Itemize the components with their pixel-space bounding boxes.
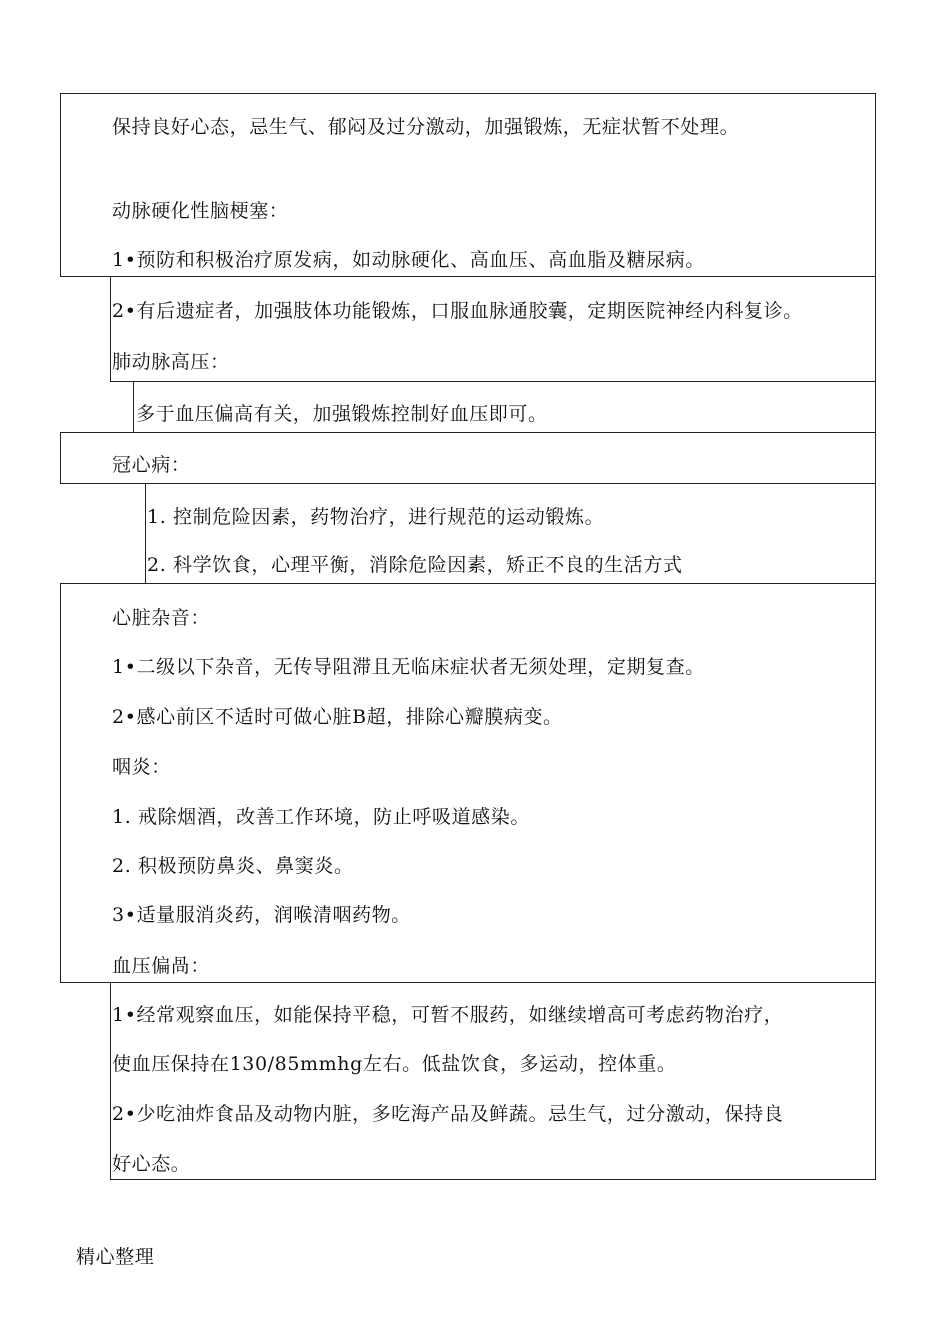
coronary-item-2: 2. 科学饮食，心理平衡，消除危险因素，矫正不良的生活方式 xyxy=(147,554,683,576)
mindset-text: 保持良好心态，忌生气、郁闷及过分激动，加强锻炼，无症状暂不处理。 xyxy=(112,116,740,138)
heart-murmur-item-2: 2•感心前区不适时可做心脏B超，排除心瓣膜病变。 xyxy=(112,706,563,728)
cerebral-infarction-item-2: 2•有后遗症者，加强肢体功能锻炼，口服血脉通胶囊，定期医院神经内科复诊。 xyxy=(112,300,803,322)
pharyngitis-item-2: 2. 积极预防鼻炎、鼻窦炎。 xyxy=(112,855,354,877)
pharyngitis-item-3: 3•适量服消炎药，润喉清咽药物。 xyxy=(112,904,411,926)
coronary-item-1: 1. 控制危险因素，药物治疗，进行规范的运动锻炼。 xyxy=(147,506,605,528)
blood-pressure-line-3: 2•少吃油炸食品及动物内脏，多吃海产品及鲜蔬。忌生气，过分激动，保持良 xyxy=(112,1103,784,1125)
blood-pressure-line-2: 使血压保持在130/85mmhg左右。低盐饮食，多运动，控体重。 xyxy=(112,1053,677,1075)
blood-pressure-line-4: 好心态。 xyxy=(112,1153,191,1175)
footer-text: 精心整理 xyxy=(76,1246,155,1268)
cerebral-infarction-item-1: 1•预防和积极治疗原发病，如动脉硬化、高血压、高血脂及糖尿病。 xyxy=(112,249,705,271)
blood-pressure-line-1: 1•经常观察血压，如能保持平稳，可暂不服药，如继续增高可考虑药物治疗， xyxy=(112,1004,784,1026)
pulmonary-hypertension-title: 肺动脉高压： xyxy=(112,351,230,373)
coronary-title: 冠心病： xyxy=(112,454,191,476)
pulmonary-hypertension-text: 多于血压偏高有关，加强锻炼控制好血压即可。 xyxy=(136,403,548,425)
heart-murmur-item-1: 1•二级以下杂音，无传导阻滞且无临床症状者无须处理，定期复查。 xyxy=(112,656,705,678)
blood-pressure-title: 血压偏咼： xyxy=(112,955,211,977)
heart-murmur-title: 心脏杂音： xyxy=(112,607,211,629)
pharyngitis-item-1: 1. 戒除烟酒，改善工作环境，防止呼吸道感染。 xyxy=(112,806,530,828)
cerebral-infarction-title: 动脉硬化性脑梗塞： xyxy=(112,200,289,222)
pharyngitis-title: 咽炎： xyxy=(112,756,171,778)
